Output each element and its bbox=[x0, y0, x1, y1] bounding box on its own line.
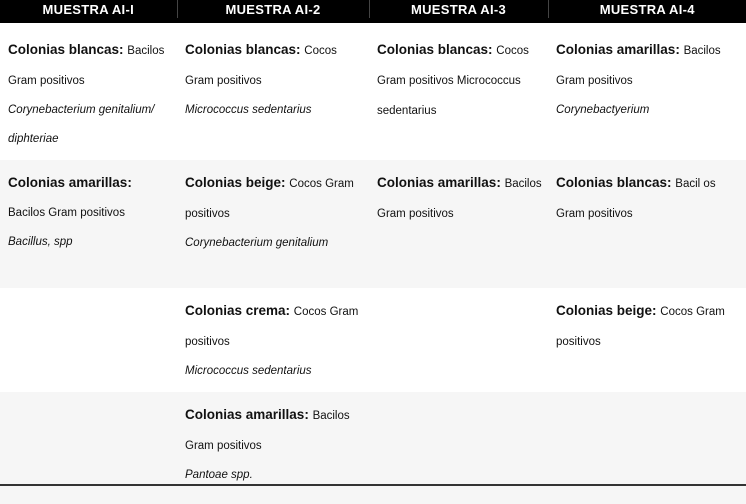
header-sample-ai-4: MUESTRA AI-4 bbox=[548, 0, 746, 23]
header-sample-ai-1: MUESTRA AI-I bbox=[0, 0, 177, 23]
gram-description: Cocos Gram positivos Micrococcus sedentarius bbox=[377, 45, 529, 117]
colony-separator: : bbox=[119, 42, 128, 57]
colony-separator: : bbox=[675, 42, 684, 57]
colony-heading: Colonias amarillas bbox=[556, 42, 676, 57]
colony-separator: : bbox=[304, 407, 313, 422]
table-cell bbox=[0, 23, 177, 160]
header-sample-ai-2: MUESTRA AI-2 bbox=[177, 0, 369, 23]
colony-separator: : bbox=[281, 175, 290, 190]
colony-heading: Colonias blancas bbox=[377, 42, 489, 57]
header-sample-ai-3: MUESTRA AI-3 bbox=[369, 0, 548, 23]
gram-description: Cocos Gram positivos bbox=[185, 45, 337, 87]
table-row bbox=[0, 288, 746, 392]
colony-heading: Colonias blancas bbox=[556, 175, 668, 190]
species-name: Corynebactyerium bbox=[556, 104, 650, 116]
gram-description: Bacilos Gram positivos bbox=[8, 207, 125, 219]
table-cell bbox=[0, 288, 177, 392]
table-row bbox=[0, 160, 746, 288]
colony-heading: Colonias beige bbox=[556, 303, 653, 318]
colony-heading: Colonias blancas bbox=[8, 42, 120, 57]
colony-separator: : bbox=[652, 303, 661, 318]
table-cell bbox=[369, 160, 548, 288]
gram-description: Bacilos Gram positivos bbox=[556, 45, 721, 87]
colony-heading: Colonias amarillas bbox=[185, 407, 305, 422]
colony-separator: : bbox=[667, 175, 676, 190]
colony-separator: : bbox=[296, 42, 305, 57]
gram-description: Cocos Gram positivos bbox=[556, 306, 725, 348]
species-name: Corynebacterium genitalium bbox=[185, 237, 329, 249]
table-cell bbox=[177, 23, 369, 160]
table-cell bbox=[0, 392, 177, 504]
table-cell bbox=[369, 23, 548, 160]
table-cell bbox=[548, 288, 746, 392]
gram-description: Cocos Gram positivos bbox=[185, 178, 354, 220]
colony-heading: Colonias amarillas bbox=[377, 175, 497, 190]
species-name: Pantoae spp. bbox=[185, 469, 253, 481]
table-cell bbox=[548, 392, 746, 504]
table-cell bbox=[369, 288, 548, 392]
species-name: Bacillus, spp bbox=[8, 236, 73, 248]
colony-heading: Colonias beige bbox=[185, 175, 282, 190]
species-name: Micrococcus sedentarius bbox=[185, 365, 312, 377]
gram-description: Cocos Gram positivos bbox=[185, 306, 359, 348]
table-row bbox=[0, 392, 746, 504]
colony-separator: : bbox=[127, 175, 132, 190]
gram-description: Bacilos Gram positivos bbox=[185, 410, 350, 452]
table-cell bbox=[369, 392, 548, 504]
gram-description: Bacilos Gram positivos bbox=[377, 178, 542, 220]
table-cell bbox=[548, 160, 746, 288]
table-row bbox=[0, 23, 746, 160]
species-name: Micrococcus sedentarius bbox=[185, 104, 312, 116]
colony-heading: Colonias blancas bbox=[185, 42, 297, 57]
colony-heading: Colonias amarillas bbox=[8, 175, 128, 190]
gram-description: Bacil os Gram positivos bbox=[556, 178, 716, 220]
colony-separator: : bbox=[488, 42, 497, 57]
table-cell bbox=[0, 160, 177, 288]
colony-separator: : bbox=[496, 175, 505, 190]
table-cell bbox=[177, 288, 369, 392]
header-row bbox=[0, 0, 746, 23]
colony-heading: Colonias crema bbox=[185, 303, 286, 318]
table-cell bbox=[177, 392, 369, 504]
gram-description: Bacilos Gram positivos bbox=[8, 45, 165, 87]
table-cell bbox=[177, 160, 369, 288]
table-cell bbox=[548, 23, 746, 160]
colony-separator: : bbox=[285, 303, 294, 318]
species-name: Corynebacterium genitalium/ diphteriae bbox=[8, 104, 155, 145]
